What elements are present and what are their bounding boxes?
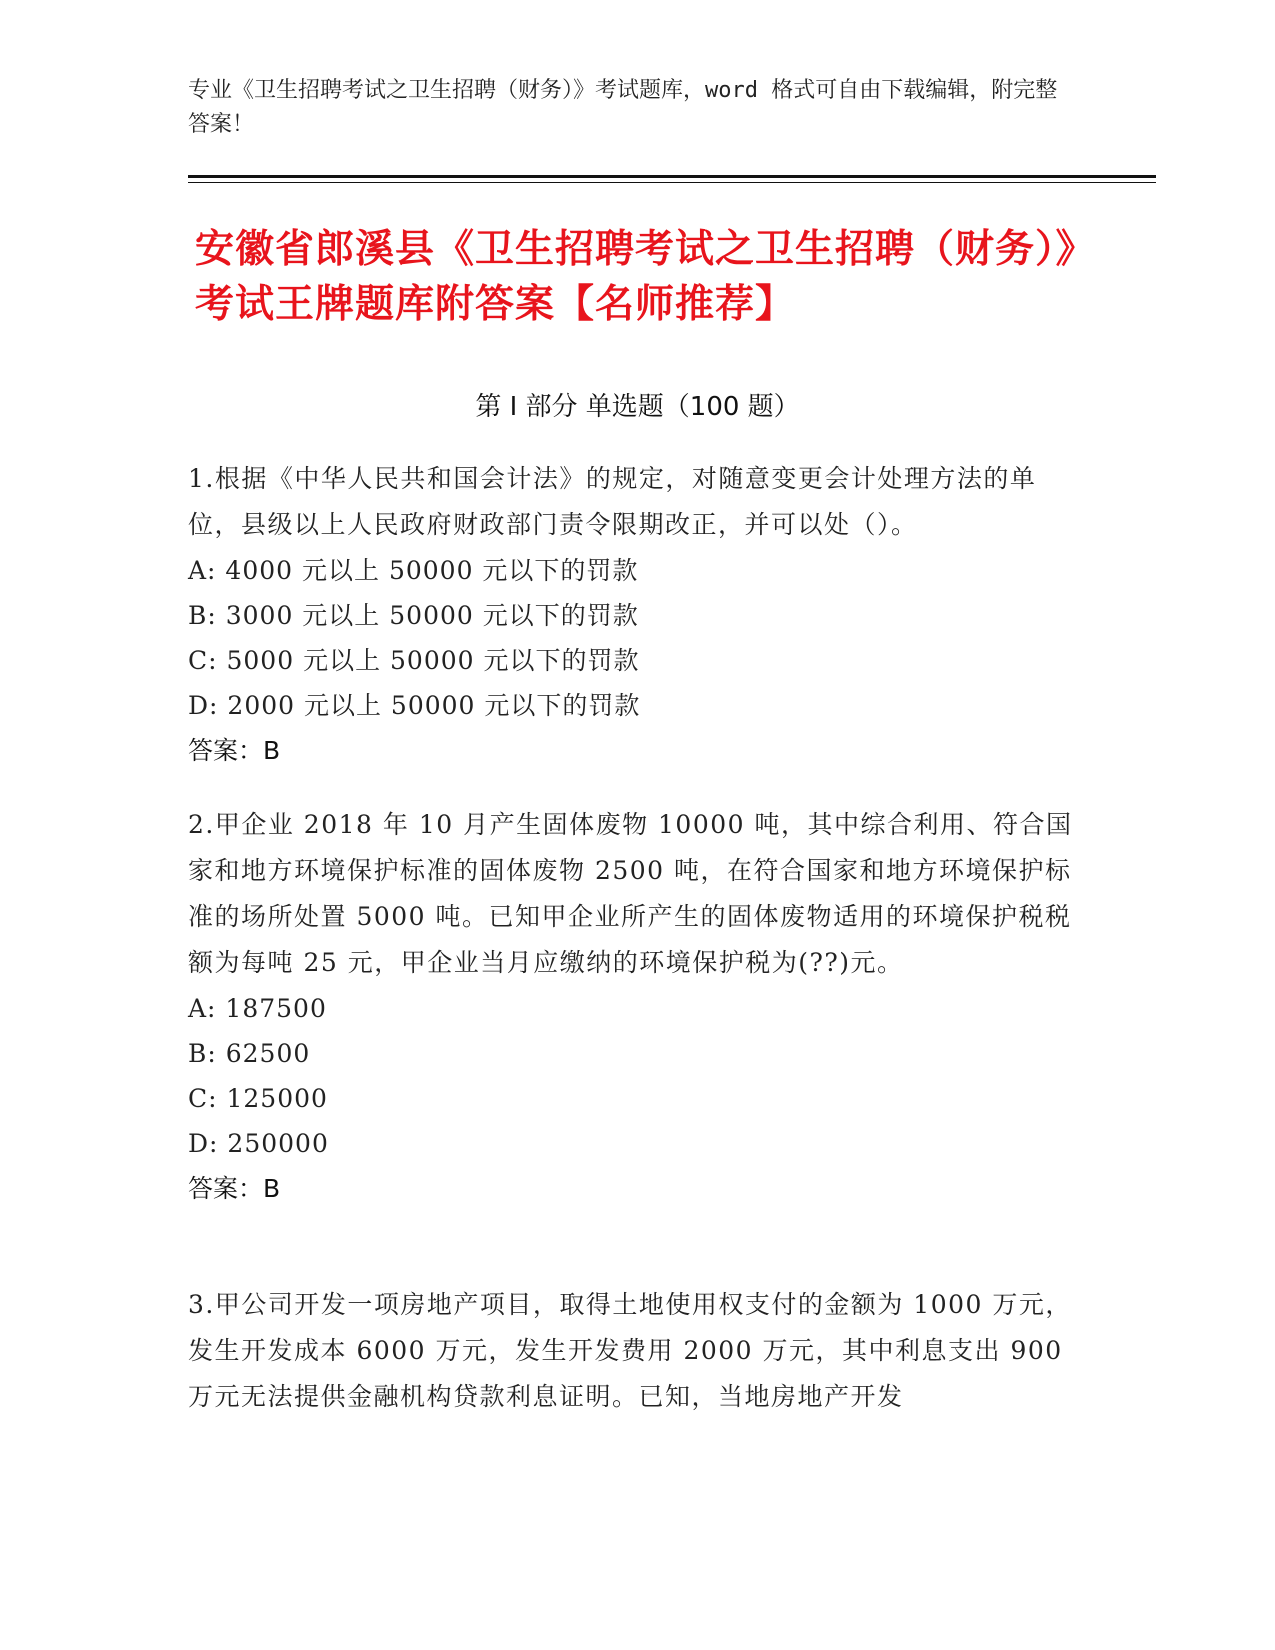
option-d: D: 250000 [188,1129,329,1158]
question-2 [188,802,1078,1212]
question-text: 3.甲公司开发一项房地产项目，取得土地使用权支付的金额为 1000 万元，发生开发成本 6000 万元，发生开发费用 2000 万元，其中利息支出 900 万元无法提供金融机构贷款利息证明。已知，当地房地产开发 [188,1290,1072,1411]
option-b: B: 62500 [188,1039,311,1068]
header-divider-thick [188,175,1156,178]
question-text: 2.甲企业 2018 年 10 月产生固体废物 10000 吨，其中综合利用、符合国家和地方环境保护标准的固体废物 2500 吨，在符合国家和地方环境保护标准的场所处置 5000 吨。已知甲企业所产生的固体废物适用的环境保护税税额为每吨 25 元，甲企业当月应缴纳的环境保护税为(??)元。 [188,810,1073,977]
option-c: C: 5000 元以上 50000 元以下的罚款 [188,646,640,675]
question-text: 1.根据《中华人民共和国会计法》的规定，对随意变更会计处理方法的单位，县级以上人民政府财政部门责令限期改正，并可以处（）。 [188,464,1037,539]
document-title: 安徽省郎溪县《卫生招聘考试之卫生招聘（财务）》考试王牌题库附答案【名师推荐】 [195,227,1077,327]
section-heading: 第 I 部分 单选题（100 题） [475,392,800,422]
question-3 [188,1282,1078,1420]
answer-label: 答案：B [188,1174,281,1203]
question-1 [188,456,1078,774]
option-a: A: 4000 元以上 50000 元以下的罚款 [188,556,639,585]
option-b: B: 3000 元以上 50000 元以下的罚款 [188,601,639,630]
header-note: 专业《卫生招聘考试之卫生招聘（财务）》考试题库，word 格式可自由下载编辑，附完整答案！ [188,78,1058,137]
option-d: D: 2000 元以上 50000 元以下的罚款 [188,691,641,720]
header-divider-thin [188,182,1156,183]
answer-label: 答案：B [188,736,281,765]
option-a: A: 187500 [188,994,327,1023]
option-c: C: 125000 [188,1084,328,1113]
